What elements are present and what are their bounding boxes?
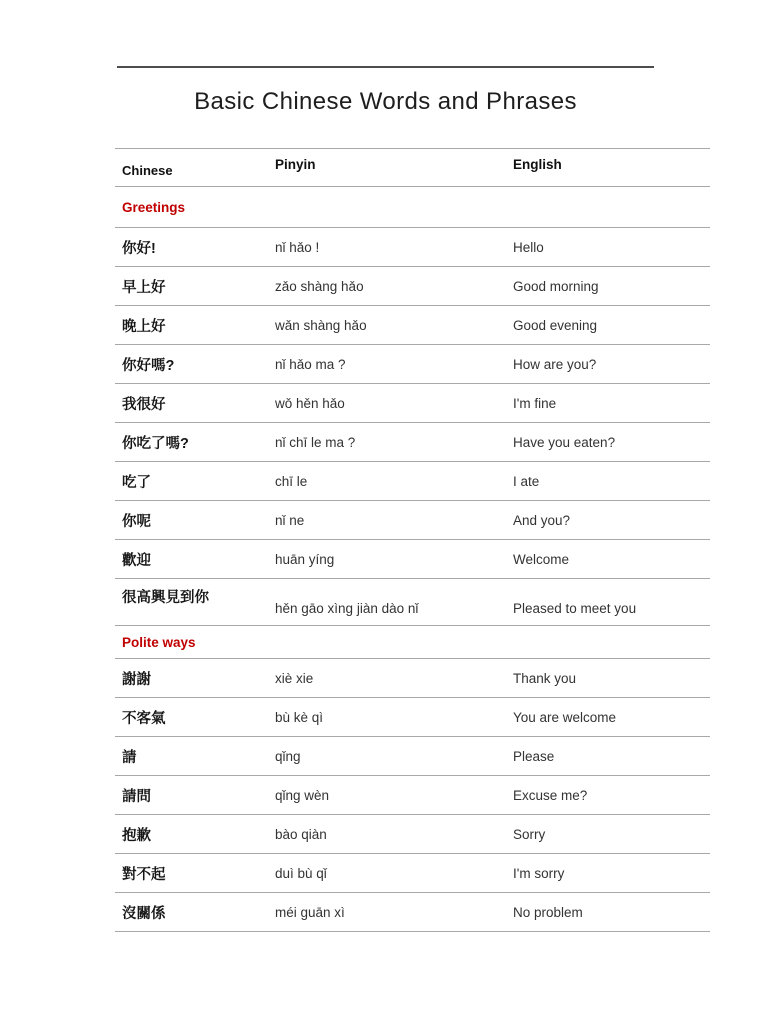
cell-chinese: 吃了: [122, 474, 151, 491]
table-row: [115, 854, 710, 893]
table-row: [115, 776, 710, 815]
section-label: Greetings: [122, 199, 186, 215]
cell-english: No problem: [513, 904, 583, 920]
cell-english: Hello: [513, 239, 544, 255]
table-row: [115, 540, 710, 579]
cell-english: Welcome: [513, 551, 570, 567]
cell-chinese: 你呢: [122, 513, 151, 530]
cell-chinese: 謝謝: [122, 671, 151, 688]
cell-chinese: 你好嗎?: [122, 357, 175, 374]
table-row: [115, 501, 710, 540]
cell-english: I ate: [513, 473, 540, 489]
cell-english: Pleased to meet you: [513, 601, 637, 616]
section-label: Polite ways: [122, 634, 196, 650]
cell-chinese: 歡迎: [122, 552, 151, 569]
cell-english: Have you eaten?: [513, 434, 616, 450]
cell-chinese: 抱歉: [122, 827, 151, 844]
column-header-english: English: [513, 157, 562, 172]
cell-english: I'm sorry: [513, 865, 565, 881]
horizontal-rule: [117, 66, 654, 68]
cell-pinyin: duì bù qǐ: [275, 865, 327, 881]
table-row: [115, 659, 710, 698]
table-header-row: [115, 149, 710, 187]
table-row: [115, 815, 710, 854]
cell-english: Good morning: [513, 278, 599, 294]
cell-pinyin: nǐ hǎo ma ?: [275, 356, 346, 372]
cell-chinese: 晚上好: [122, 318, 166, 335]
cell-pinyin: nǐ ne: [275, 512, 305, 528]
cell-pinyin: méi guān xì: [275, 904, 345, 920]
cell-pinyin: nǐ chī le ma ?: [275, 434, 356, 450]
cell-pinyin: chī le: [275, 473, 308, 489]
cell-pinyin: bào qiàn: [275, 826, 327, 842]
cell-chinese: 請問: [122, 788, 151, 805]
table-row: [115, 345, 710, 384]
cell-pinyin: hěn gāo xìng jiàn dào nǐ: [275, 601, 419, 616]
cell-chinese: 早上好: [122, 279, 166, 296]
cell-chinese: 沒關係: [122, 905, 166, 922]
cell-english: Excuse me?: [513, 787, 588, 803]
table-row: [115, 893, 710, 932]
table-row: [115, 737, 710, 776]
table-row: [115, 306, 710, 345]
cell-chinese: 不客氣: [122, 710, 166, 727]
cell-chinese: 請: [122, 749, 137, 766]
cell-chinese: 對不起: [122, 866, 166, 883]
cell-pinyin: qǐng: [275, 748, 301, 764]
cell-chinese: 很高興見到你: [122, 590, 209, 606]
cell-english: Please: [513, 748, 555, 764]
table-row: [115, 384, 710, 423]
table-row: [115, 698, 710, 737]
table-row: [115, 462, 710, 501]
section-header-polite-ways: [115, 626, 710, 659]
table-row: [115, 423, 710, 462]
table-row: [115, 267, 710, 306]
cell-pinyin: xiè xie: [275, 670, 314, 686]
cell-chinese: 你吃了嗎?: [122, 435, 189, 452]
cell-pinyin: wǎn shàng hǎo: [275, 317, 367, 333]
cell-english: Sorry: [513, 826, 546, 842]
cell-english: You are welcome: [513, 709, 617, 725]
cell-pinyin: qǐng wèn: [275, 787, 330, 803]
phrases-table: [115, 148, 710, 932]
cell-pinyin: nǐ hǎo !: [275, 239, 320, 255]
column-header-pinyin: Pinyin: [275, 157, 316, 172]
cell-pinyin: wǒ hěn hǎo: [275, 395, 345, 411]
cell-english: And you?: [513, 512, 571, 528]
cell-pinyin: bù kè qì: [275, 709, 324, 725]
cell-english: Thank you: [513, 670, 577, 686]
cell-english: I'm fine: [513, 395, 557, 411]
table-row: [115, 579, 710, 626]
cell-pinyin: zǎo shàng hǎo: [275, 278, 364, 294]
page-title: Basic Chinese Words and Phrases: [194, 88, 577, 115]
cell-chinese: 我很好: [122, 396, 166, 413]
section-header-greetings: [115, 187, 710, 228]
cell-chinese: 你好!: [122, 240, 156, 257]
table-row: [115, 228, 710, 267]
cell-english: How are you?: [513, 356, 597, 372]
column-header-chinese: Chinese: [122, 163, 173, 178]
cell-english: Good evening: [513, 317, 598, 333]
cell-pinyin: huān yíng: [275, 551, 335, 567]
